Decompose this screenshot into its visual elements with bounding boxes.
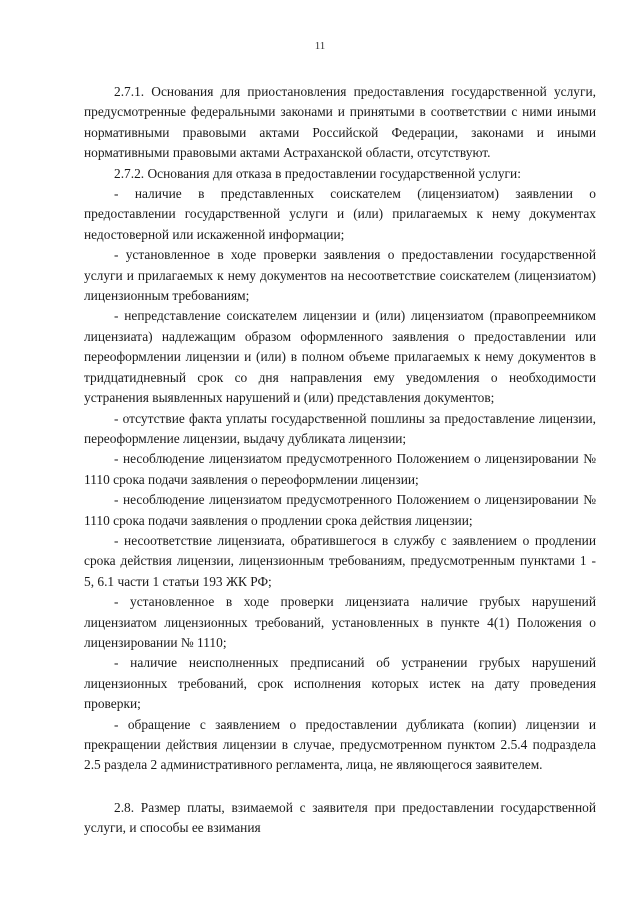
list-item: - наличие в представленных соискателем (лицензиатом) заявлении о предоставлении государственной услуги и (или) прилагаемых к нему документах недостоверной или искаженной информации; xyxy=(84,186,596,242)
page-number: 11 xyxy=(314,40,326,52)
list-item: - обращение с заявлением о предоставлении дубликата (копии) лицензии и прекращении действия лицензии в случае, предусмотренном пунктом 2.5.4 подраздела 2.5 раздела 2 административного регламента, лица, не являющегося заявителем. xyxy=(84,716,596,773)
document-body xyxy=(84,82,596,839)
list-item: - несоблюдение лицензиатом предусмотренного Положением о лицензировании № 1110 срока подачи заявления о переоформлении лицензии; xyxy=(84,451,596,487)
paragraph-2-7-2-heading: 2.7.2. Основания для отказа в предоставлении государственной услуги: xyxy=(114,165,521,181)
list-item: - непредставление соискателем лицензии и (или) лицензиатом (правопреемником лицензиата) надлежащим образом оформленного заявления о предоставлении или переоформлении лицензии и (или) в полном объеме прилагаемых к нему документов в тридцатидневный срок со дня направления ему уведомления о необходимости устранения выявленных нарушений и (или) представления документов; xyxy=(84,308,596,406)
paragraph-2-7-1: 2.7.1. Основания для приостановления предоставления государственной услуги, предусмотренные федеральными законами и принятыми в соответствии с ними иными нормативными правовыми актами Российской Федерации, законами и иными нормативными правовыми актами Астраханской области, отсутствуют. xyxy=(84,84,596,161)
list-item: - установленное в ходе проверки лицензиата наличие грубых нарушений лицензиатом лицензионных требований, установленных в пункте 4(1) Положения о лицензировании № 1110; xyxy=(84,594,596,650)
section-2-8-heading: 2.8. Размер платы, взимаемой с заявителя при предоставлении государственной услуги, и способы ее взимания xyxy=(84,799,596,836)
list-item: - отсутствие факта уплаты государственной пошлины за предоставление лицензии, переоформление лицензии, выдачу дубликата лицензии; xyxy=(84,410,596,446)
list-item: - установленное в ходе проверки заявления о предоставлении государственной услуги и прилагаемых к нему документов на несоответствие соискателем (лицензиатом) лицензионным требованиям; xyxy=(84,247,596,304)
list-item: - несоблюдение лицензиатом предусмотренного Положением о лицензировании № 1110 срока подачи заявления о продлении срока действия лицензии; xyxy=(84,492,596,528)
list-item: - наличие неисполненных предписаний об устранении грубых нарушений лицензионных требований, срок исполнения которых истек на дату проведения проверки; xyxy=(84,655,596,712)
list-item: - несоответствие лицензиата, обратившегося в службу с заявлением о продлении срока действия лицензии, лицензионным требованиям, предусмотренным пунктами 1 - 5, 6.1 части 1 статьи 193 ЖК РФ; xyxy=(84,532,596,589)
